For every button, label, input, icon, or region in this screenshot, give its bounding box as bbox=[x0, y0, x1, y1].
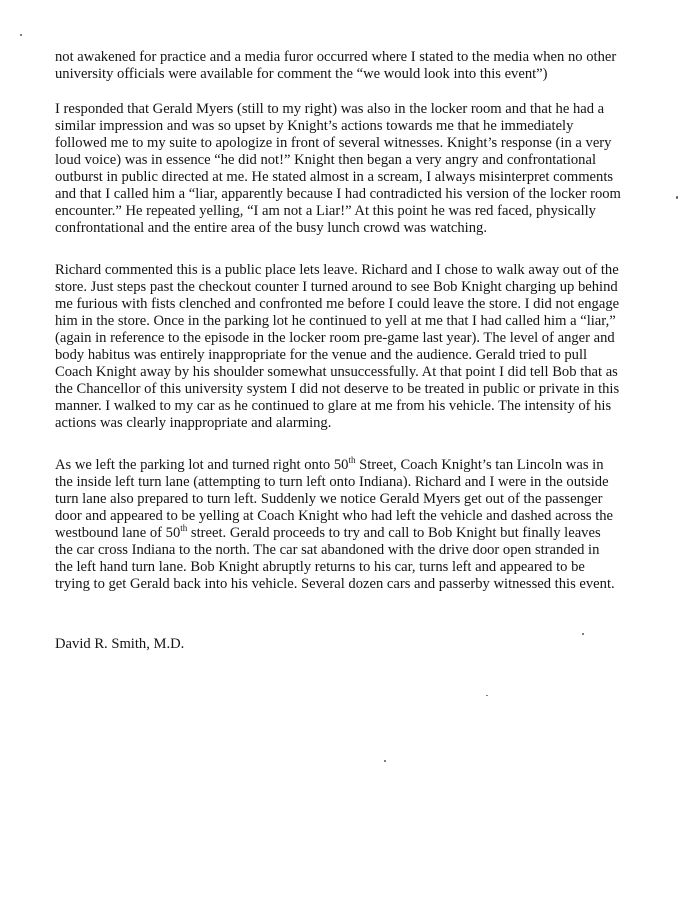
scan-speck bbox=[384, 760, 386, 762]
text-line: turn lane also prepared to turn left. Suddenly we notice Gerald Myers get out of the passenger bbox=[55, 491, 603, 507]
text-line: encounter.” He repeated yelling, “I am not a Liar!” At this point he was red faced, physically bbox=[55, 203, 596, 219]
text-line: manner. I walked to my car as he continued to glare at me from his vehicle. The intensity of his bbox=[55, 398, 612, 414]
text-line: loud voice) was in essence “he did not!” Knight then began a very angry and confrontational bbox=[55, 152, 597, 168]
text-line: confrontational and the entire area of the busy lunch crowd was watching. bbox=[55, 220, 487, 236]
text-line: store. Just steps past the checkout counter I turned around to see Bob Knight charging up behind bbox=[55, 279, 618, 295]
text-line: body habitus was entirely inappropriate for the venue and the audience. Gerald tried to pull bbox=[55, 347, 588, 363]
text-line: and that I called him a “liar, apparently because I had contradicted his version of the locker room bbox=[55, 186, 621, 202]
text-line: Richard commented this is a public place lets leave. Richard and I chose to walk away out of the bbox=[55, 262, 619, 278]
scan-speck bbox=[486, 695, 488, 696]
text-line: As we left the parking lot and turned right onto 50th Street, Coach Knight’s tan Lincoln was in bbox=[55, 455, 604, 473]
text-line: not awakened for practice and a media furor occurred where I stated to the media when no other bbox=[55, 49, 617, 65]
text-line: the car cross Indiana to the north. The car sat abandoned with the drive door open stranded in bbox=[55, 542, 600, 558]
text-line: the left hand turn lane. Bob Knight abruptly returns to his car, turns left and appeared to be bbox=[55, 559, 585, 575]
text-line: outburst in public directed at me. He stated almost in a scream, I always misinterpret comments bbox=[55, 169, 614, 185]
scan-speck bbox=[20, 34, 22, 36]
text-line: similar impression and was so upset by Knight’s actions towards me that he immediately bbox=[55, 118, 574, 134]
text-line: (again in reference to the episode in the locker room pre-game last year). The level of anger and bbox=[55, 330, 615, 346]
text-line: followed me to my suite to apologize in front of several witnesses. Knight’s response (in a very bbox=[55, 135, 612, 151]
scan-speck bbox=[582, 633, 584, 635]
text-line: the Chancellor of this university system I did not deserve to be treated in public or private in this bbox=[55, 381, 620, 397]
text-line: the inside left turn lane (attempting to turn left onto Indiana). Richard and I were in the outside bbox=[55, 474, 609, 490]
text-line: westbound lane of 50th street. Gerald proceeds to try and call to Bob Knight but finally leaves bbox=[55, 523, 601, 541]
signature-name: David R. Smith, M.D. bbox=[55, 636, 185, 652]
text-line: I responded that Gerald Myers (still to my right) was also in the locker room and that he had a bbox=[55, 101, 605, 117]
text-line: me furious with fists clenched and confronted me before I could leave the store. I did not engage bbox=[55, 296, 620, 312]
text-line: him in the store. Once in the parking lot he continued to yell at me that I had called him a “liar,” bbox=[55, 313, 616, 329]
text-line: door and appeared to be yelling at Coach Knight who had left the vehicle and dashed across the bbox=[55, 508, 614, 524]
text-line: actions was clearly inappropriate and alarming. bbox=[55, 415, 332, 431]
text-line: Coach Knight away by his shoulder somewhat unsuccessfully. At that point I did tell Bob that as bbox=[55, 364, 618, 380]
scan-speck bbox=[676, 196, 678, 199]
text-line: trying to get Gerald back into his vehicle. Several dozen cars and passerby witnessed this event. bbox=[55, 576, 615, 592]
text-line: university officials were available for comment the “we would look into this event”) bbox=[55, 66, 548, 82]
